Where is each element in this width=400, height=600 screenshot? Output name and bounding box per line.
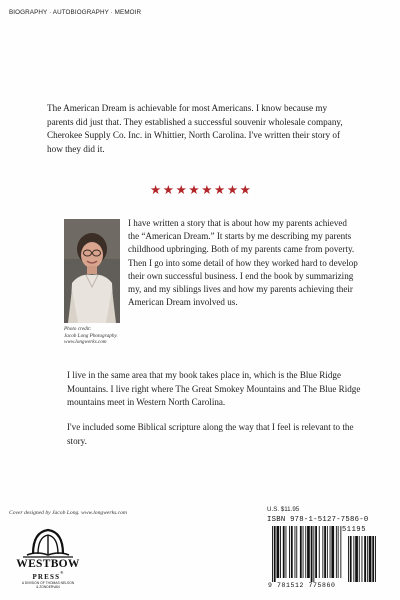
book-arch-icon <box>9 524 87 558</box>
publisher-subtitle: A DIVISION OF THOMAS NELSON & ZONDERVAN <box>21 581 75 590</box>
isbn-label: ISBN 978-1-5127-7586-0 <box>267 516 369 524</box>
photo-credit-line: Photo credit: <box>64 326 92 332</box>
price-addon-code: 51195 <box>342 526 367 534</box>
isbn-barcode <box>270 526 386 584</box>
author-photo <box>64 219 120 323</box>
story-paragraph: I have written a story that is about how my parents achieved the “American Dream.” It starts by me describing my parents childhood upbringing. Both of my parents came from poverty. Then I go into some detail of how they worked hard to develop their own successful business. I end the book by summarizing my, and my siblings lives and how my parents achieving their American Dream involved us. <box>128 218 358 308</box>
barcode-number: 9 781512 775860 <box>268 582 336 589</box>
photo-credit-line: www.longwerks.com <box>64 339 107 346</box>
publisher-logo <box>9 524 87 588</box>
intro-paragraph: The American Dream is achievable for most Americans. I know because my parents did just that. They established a successful souvenir wholesale company, Cherokee Supply Co. Inc. in Whittier, North Carolina. I've written their story of how they did it. <box>47 103 343 154</box>
genre-label: BIOGRAPHY · AUTOBIOGRAPHY · MEMOIR <box>9 9 142 16</box>
photo-credit <box>64 326 144 346</box>
price-label: U.S. $11.95 <box>267 506 300 513</box>
scripture-paragraph: I've included some Biblical scripture along the way that I feel is relevant to the story. <box>67 422 354 446</box>
star-divider: ★★★★★★★★ <box>150 183 253 197</box>
cover-designer-credit: Cover designed by Jacob Long. www.longwerks.com <box>9 510 127 516</box>
mountains-paragraph: I live in the same area that my book takes place in, which is the Blue Ridge Mountains. I live right where The Great Smokey Mountains and The Blue Ridge mountains meet in Western North Carolina. <box>67 370 361 408</box>
publisher-name: WESTBOW PRESS® <box>16 558 80 581</box>
photo-credit-line: Jacob Long Photography. <box>64 332 118 339</box>
